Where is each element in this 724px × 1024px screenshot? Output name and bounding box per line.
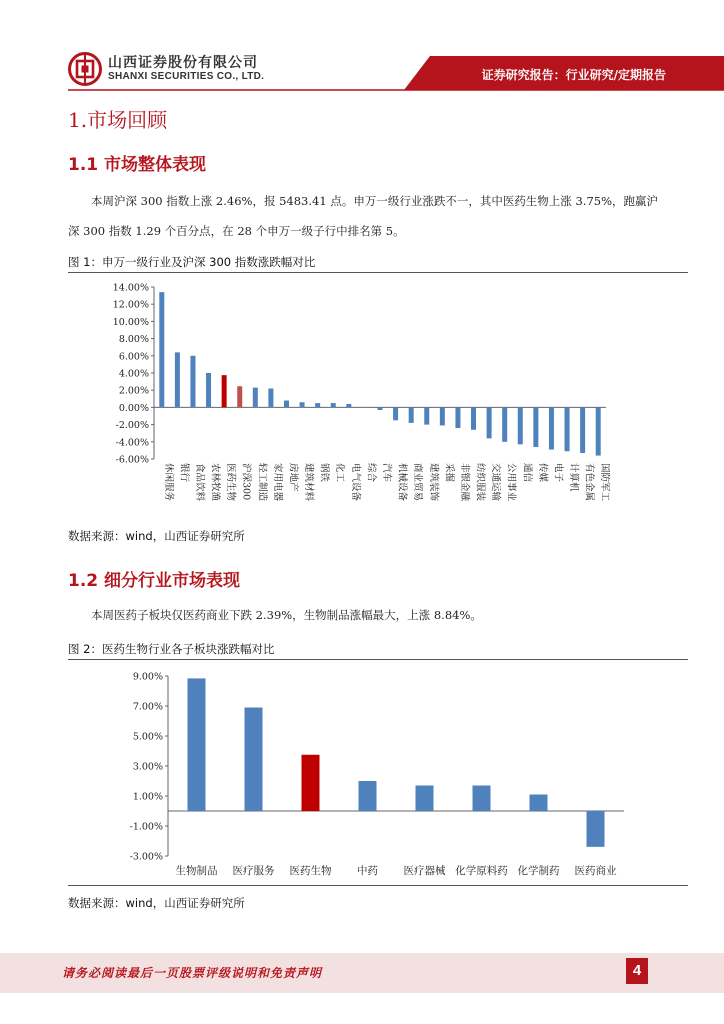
category-label: 通信 bbox=[521, 463, 533, 483]
bar bbox=[237, 386, 242, 407]
page-number: 4 bbox=[626, 958, 648, 984]
bar bbox=[359, 781, 377, 811]
bar bbox=[416, 786, 434, 812]
bar bbox=[315, 403, 320, 407]
category-label: 轻工制造 bbox=[256, 463, 268, 502]
y-tick-label: 10.00% bbox=[112, 316, 149, 328]
bar bbox=[331, 403, 336, 407]
category-label: 钢铁 bbox=[318, 463, 330, 483]
y-tick-label: -2.00% bbox=[115, 420, 149, 432]
bar bbox=[455, 407, 460, 428]
category-label: 汽车 bbox=[381, 463, 392, 483]
y-tick-label: 9.00% bbox=[132, 671, 163, 683]
bar bbox=[530, 795, 548, 812]
category-label: 电气设备 bbox=[349, 463, 361, 502]
bar bbox=[175, 352, 180, 407]
category-label: 计算机 bbox=[568, 463, 580, 492]
figure-2-chart bbox=[0, 659, 724, 885]
subsection-title-1: 1.1 市场整体表现 bbox=[68, 155, 207, 175]
bar bbox=[424, 407, 429, 424]
y-tick-label: -6.00% bbox=[115, 454, 149, 466]
category-label: 农林牧渔 bbox=[209, 463, 221, 502]
category-label: 传媒 bbox=[536, 463, 548, 483]
company-name-cn: 山西证券股份有限公司 bbox=[108, 55, 258, 71]
bar bbox=[284, 401, 289, 408]
y-tick-label: 3.00% bbox=[132, 761, 163, 773]
subsection-title-2: 1.2 细分行业市场表现 bbox=[68, 571, 241, 591]
bar bbox=[253, 388, 258, 408]
company-name-en: SHANXI SECURITIES CO., LTD. bbox=[108, 71, 265, 82]
y-tick-label: 5.00% bbox=[132, 731, 163, 743]
figure-1-title: 图 1：申万一级行业及沪深 300 指数涨跌幅对比 bbox=[68, 255, 316, 269]
bar bbox=[378, 407, 383, 410]
category-label: 有色金属 bbox=[583, 463, 595, 502]
category-label: 电子 bbox=[552, 463, 564, 483]
bar bbox=[440, 407, 445, 425]
category-label: 医药商业 bbox=[574, 865, 617, 877]
category-label: 医药生物 bbox=[225, 463, 237, 502]
y-tick-label: 12.00% bbox=[112, 299, 149, 311]
category-label: 化学制药 bbox=[517, 865, 560, 877]
category-label: 公用事业 bbox=[505, 463, 517, 502]
bar bbox=[222, 375, 227, 407]
category-label: 沪深300 bbox=[240, 463, 252, 501]
bar bbox=[409, 407, 414, 422]
category-label: 生物制品 bbox=[175, 865, 218, 877]
y-tick-label: 14.00% bbox=[112, 282, 149, 294]
category-label: 食品饮料 bbox=[193, 463, 205, 502]
category-label: 综合 bbox=[365, 463, 377, 483]
bar bbox=[245, 708, 263, 812]
bar bbox=[596, 407, 601, 455]
category-label: 化工 bbox=[334, 463, 346, 483]
bar bbox=[502, 407, 507, 441]
footer-disclaimer: 请务必阅读最后一页股票评级说明和免责声明 bbox=[62, 966, 323, 980]
category-label: 商业贸易 bbox=[412, 463, 424, 502]
category-label: 纺织服装 bbox=[474, 463, 486, 502]
bar bbox=[159, 292, 164, 407]
y-tick-label: 8.00% bbox=[118, 334, 149, 346]
category-label: 国防军工 bbox=[599, 463, 611, 502]
bar bbox=[346, 404, 351, 407]
section-title: 1.市场回顾 bbox=[68, 108, 168, 132]
bar bbox=[473, 786, 491, 812]
y-tick-label: 2.00% bbox=[118, 385, 149, 397]
category-label: 采掘 bbox=[443, 463, 455, 483]
bar bbox=[190, 356, 195, 408]
figure-1-chart bbox=[0, 272, 724, 522]
figure-2-bottom-rule bbox=[68, 885, 688, 886]
bar bbox=[533, 407, 538, 447]
bar bbox=[518, 407, 523, 444]
category-label: 建筑装饰 bbox=[427, 463, 439, 502]
bar bbox=[549, 407, 554, 449]
y-tick-label: -4.00% bbox=[115, 437, 149, 449]
y-tick-label: 6.00% bbox=[118, 351, 149, 363]
category-label: 医疗器械 bbox=[403, 865, 446, 877]
bar bbox=[587, 811, 605, 847]
y-tick-label: -3.00% bbox=[129, 851, 163, 863]
category-label: 家用电器 bbox=[271, 463, 283, 502]
y-tick-label: 7.00% bbox=[132, 701, 163, 713]
bar bbox=[188, 678, 206, 811]
category-label: 机械设备 bbox=[396, 463, 408, 502]
bar bbox=[565, 407, 570, 451]
report-type-label: 证券研究报告：行业研究/定期报告 bbox=[481, 68, 666, 82]
figure-1-source: 数据来源：wind，山西证券研究所 bbox=[68, 529, 245, 543]
bar bbox=[268, 388, 273, 407]
bar bbox=[302, 755, 320, 811]
category-label: 休闲服务 bbox=[162, 463, 174, 502]
y-tick-label: 4.00% bbox=[118, 368, 149, 380]
category-label: 化学原料药 bbox=[455, 865, 508, 877]
figure-2-title: 图 2：医药生物行业各子板块涨跌幅对比 bbox=[68, 642, 275, 656]
bar bbox=[487, 407, 492, 438]
figure-2-source: 数据来源：wind，山西证券研究所 bbox=[68, 896, 245, 910]
bar bbox=[393, 407, 398, 420]
bar bbox=[206, 373, 211, 407]
paragraph-2: 本周医药子板块仅医药商业下跌 2.39%，生物制品涨幅最大，上涨 8.84%。 bbox=[91, 608, 482, 622]
y-tick-label: -1.00% bbox=[129, 821, 163, 833]
category-label: 房地产 bbox=[287, 463, 299, 492]
y-tick-label: 0.00% bbox=[118, 402, 149, 414]
paragraph-1: 本周沪深 300 指数上涨 2.46%，报 5483.41 点。申万一级行业涨跌不一，其中医药生物上涨 3.75%，跑赢沪深 300 指数 1.29 个百分点，在 28 个申万一级子行中排名第 5。 bbox=[68, 194, 658, 238]
bar bbox=[580, 407, 585, 453]
category-label: 医疗服务 bbox=[232, 865, 275, 877]
y-tick-label: 1.00% bbox=[132, 791, 163, 803]
category-label: 医药生物 bbox=[289, 865, 332, 877]
bar bbox=[300, 402, 305, 407]
category-label: 交通运输 bbox=[490, 463, 502, 502]
category-label: 中药 bbox=[357, 865, 378, 877]
bar bbox=[362, 407, 367, 408]
bar bbox=[471, 407, 476, 429]
category-label: 银行 bbox=[178, 463, 190, 483]
category-label: 非银金融 bbox=[458, 463, 470, 502]
category-label: 建筑材料 bbox=[303, 463, 315, 502]
